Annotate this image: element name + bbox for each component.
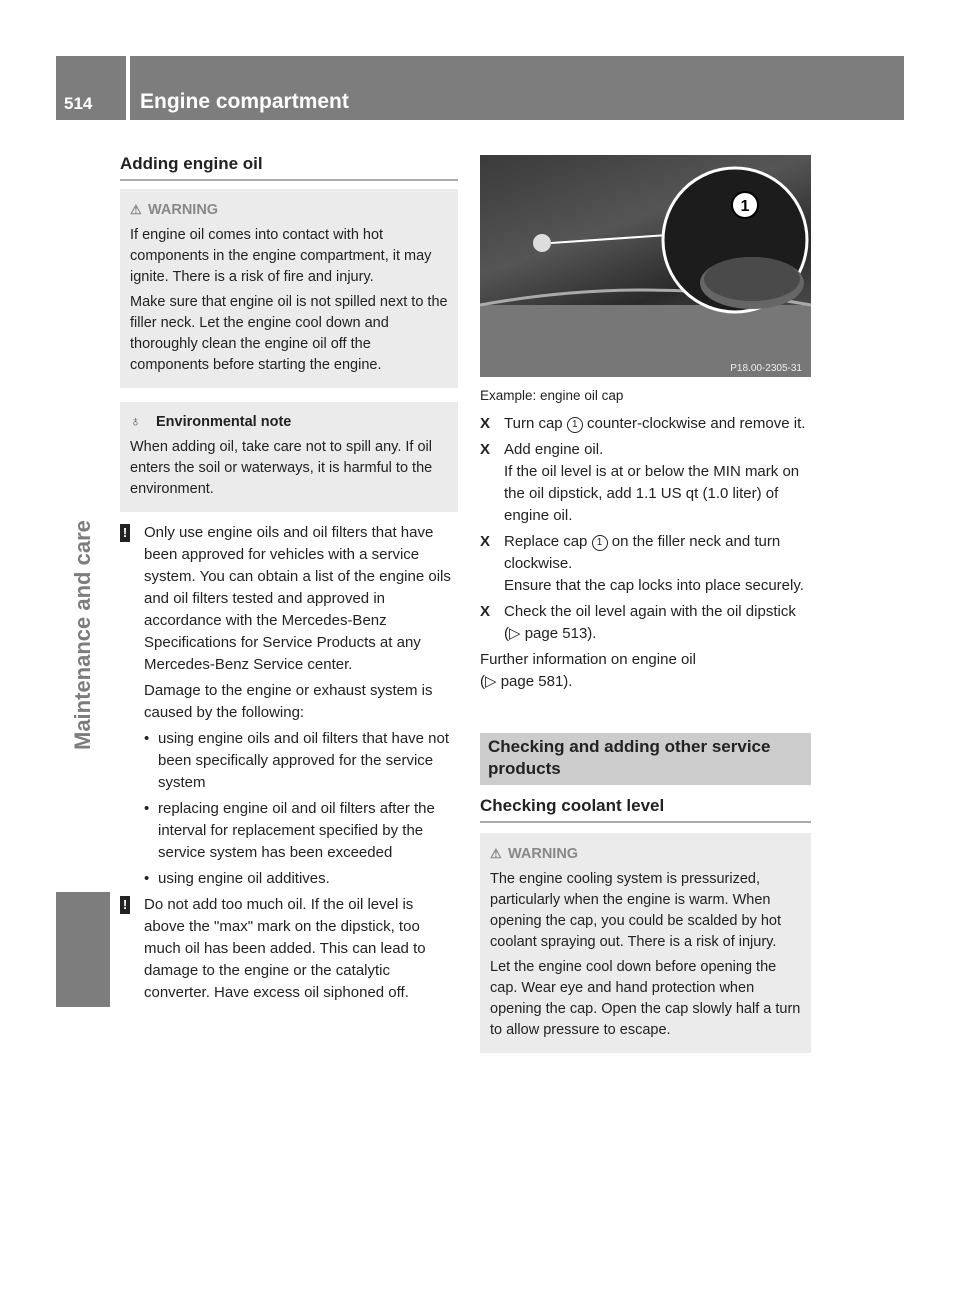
page-ref-icon: ▷ xyxy=(485,673,497,690)
step-3-detail: Ensure that the cap locks into place securely. xyxy=(504,577,804,594)
page-number: 514 xyxy=(64,94,93,113)
caution-text: Only use engine oils and oil filters that have been approved for vehicles with a service system. You can obtain a list of the engine oils and oil filters tested and approved in accordance with the Mercedes-Benz Specifications for Service Products at any Mercedes-Benz Service center. xyxy=(144,524,451,673)
heading-adding-engine-oil: Adding engine oil xyxy=(120,153,458,181)
step-arrow-icon: X xyxy=(480,603,491,620)
warning-text-2: Make sure that engine oil is not spilled next to the filler neck. Let the engine cool down and thoroughly clean the engine oil off the components before starting the engine. xyxy=(130,294,448,373)
procedure-steps xyxy=(480,413,811,645)
header-divider xyxy=(126,56,130,120)
environment-leaf-icon: ♁ xyxy=(130,414,141,430)
step-2-detail: If the oil level is at or below the MIN mark on the oil dipstick, add 1.1 US qt (1.0 liter) of engine oil. xyxy=(504,463,800,524)
section-tab-label: Maintenance and care xyxy=(70,520,95,750)
environmental-note-box xyxy=(120,402,458,512)
warning-text-1: If engine oil comes into contact with hot components in the engine compartment, it may ignite. There is a risk of fire and injury. xyxy=(130,227,432,285)
caution-note-approved-oils xyxy=(120,522,458,890)
page-title: Engine compartment xyxy=(140,90,349,113)
step-3: X Replace cap 1 on the filler neck and turn clockwise. xyxy=(480,533,781,572)
photo-caption: Example: engine oil cap xyxy=(480,388,624,403)
caution-icon: ! xyxy=(120,896,130,914)
warning-box-coolant xyxy=(480,833,811,1053)
engine-illustration xyxy=(480,155,811,377)
warning-triangle-icon: ⚠ xyxy=(130,202,142,217)
environmental-note-text: When adding oil, take care not to spill any. If oil enters the soil or waterways, it is harmful to the environment. xyxy=(130,439,433,497)
warning-box-fire xyxy=(120,189,458,388)
step-1: X Turn cap 1 counter-clockwise and remove it. xyxy=(480,413,811,435)
caution-damage-intro: Damage to the engine or exhaust system is caused by the following: xyxy=(144,682,433,721)
warning-triangle-icon: ⚠ xyxy=(490,846,502,861)
step-arrow-icon: X xyxy=(480,415,491,432)
callout-1-icon: 1 xyxy=(592,535,608,551)
engine-oil-cap-photo xyxy=(480,155,811,377)
step-4: X Check the oil level again with the oil dipstick (▷ page 513). xyxy=(480,603,796,642)
list-item: • using engine oils and oil filters that have not been specifically approved for the service system xyxy=(144,730,450,791)
heading-checking-coolant: Checking coolant level xyxy=(480,795,811,823)
page-ref-icon: ▷ xyxy=(509,625,521,642)
callout-number: 1 xyxy=(740,198,750,215)
left-column xyxy=(120,153,458,1008)
step-arrow-icon: X xyxy=(480,441,491,458)
list-item: • replacing engine oil and oil filters after the interval for replacement specified by the service system has been exceeded xyxy=(144,800,435,861)
step-arrow-icon: X xyxy=(480,533,491,550)
caution-note-overfill: ! Do not add too much oil. If the oil level is above the "max" mark on the dipstick, too much oil has been added. This can lead to damage to the engine or the catalytic converter. Have excess oil siphoned off. xyxy=(120,894,458,1004)
warning-text-1: The engine cooling system is pressurized, particularly when the engine is warm. When opening the cap, you could be scalded by hot coolant spraying out. There is a risk of injury. xyxy=(490,871,782,950)
list-item: • using engine oil additives. xyxy=(144,870,330,887)
environmental-note-title: ♁ Environmental note xyxy=(130,412,448,433)
warning-title: ⚠ WARNING xyxy=(490,843,801,865)
section-title: Checking and adding other service products xyxy=(480,733,811,785)
caution-icon: ! xyxy=(120,524,130,542)
warning-text-2: Let the engine cool down before opening the cap. Wear eye and hand protection when opening the cap. Open the cap slowly half a turn to allow pressure to escape. xyxy=(490,959,801,1038)
step-2: X Add engine oil. xyxy=(480,439,811,461)
image-code: P18.00-2305-31 xyxy=(730,363,802,374)
callout-1-icon: 1 xyxy=(567,417,583,433)
right-column xyxy=(480,155,811,1053)
section-tab xyxy=(56,892,110,1007)
warning-title: ⚠ WARNING xyxy=(130,199,448,221)
further-info: Further information on engine oil (▷ page 581). xyxy=(480,651,696,690)
